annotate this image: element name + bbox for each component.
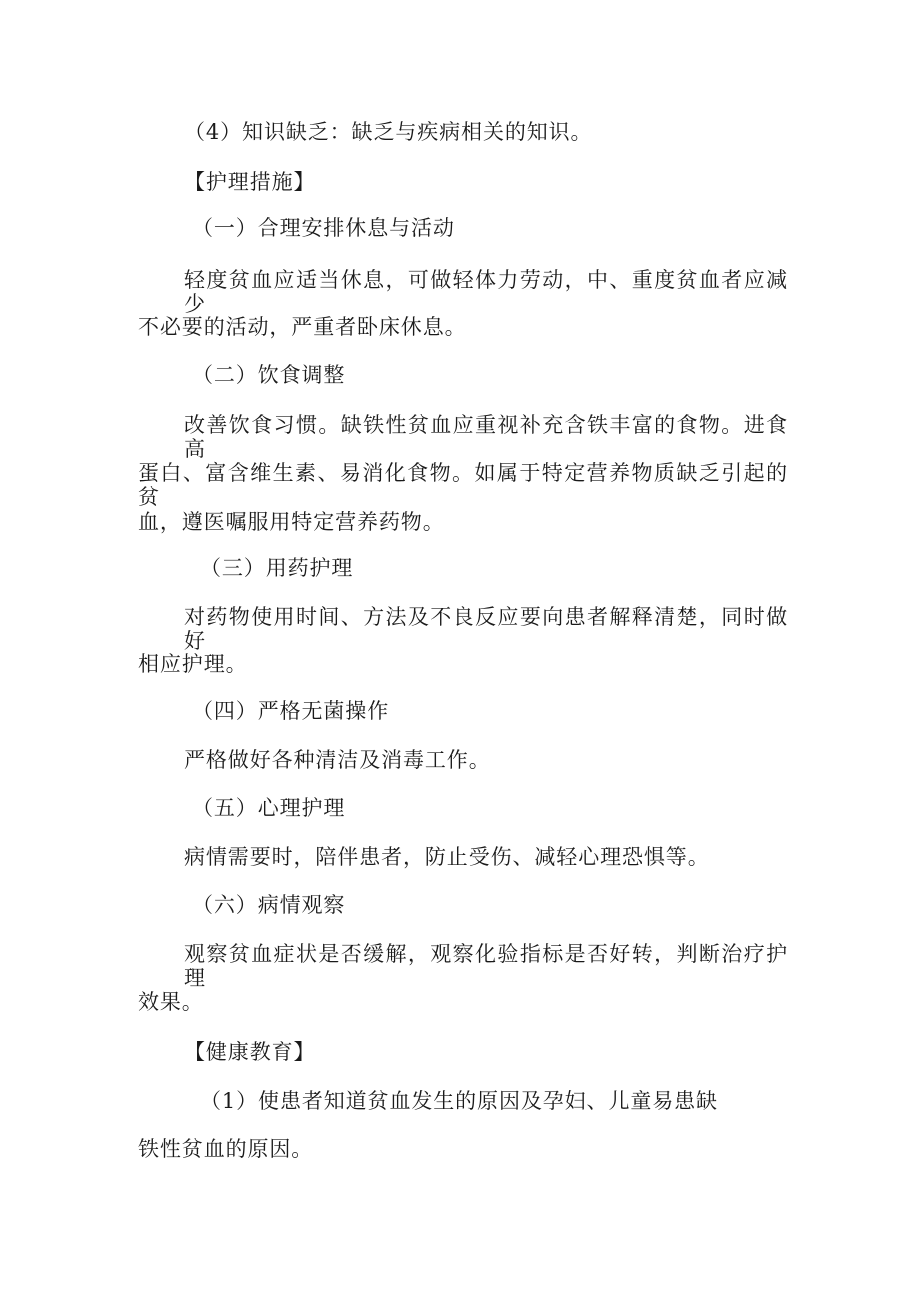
observation-line-1: 观察贫血症状是否缓解，观察化验指标是否好转，判断治疗护理 (184, 942, 788, 990)
rest-activity-line-2: 不必要的活动，严重者卧床休息。 (138, 315, 467, 339)
nursing-measures-heading: 【护理措施】 (184, 170, 316, 194)
health-education-heading: 【健康教育】 (184, 1040, 316, 1064)
rest-activity-line-1: 轻度贫血应适当休息，可做轻体力劳动，中、重度贫血者应减少 (184, 268, 788, 316)
aseptic-line-1: 严格做好各种清洁及消毒工作。 (184, 748, 491, 772)
diet-line-1: 改善饮食习惯。缺铁性贫血应重视补充含铁丰富的食物。进食高 (184, 413, 788, 461)
aseptic-heading: （四）严格无菌操作 (192, 699, 390, 723)
diet-heading: （二）饮食调整 (192, 363, 346, 387)
medication-line-2: 相应护理。 (138, 652, 248, 676)
rest-activity-heading: （一）合理安排休息与活动 (192, 216, 455, 240)
item-4-knowledge-deficit: （4）知识缺乏：缺乏与疾病相关的知识。 (184, 120, 593, 144)
health-education-item-1-line-2: 铁性贫血的原因。 (138, 1137, 314, 1161)
diet-line-3: 血，遵医嘱服用特定营养药物。 (138, 510, 445, 534)
observation-line-2: 效果。 (138, 990, 204, 1014)
health-education-item-1-line-1: （1）使患者知道贫血发生的原因及孕妇、儿童易患缺 (200, 1089, 718, 1113)
psychological-heading: （五）心理护理 (192, 796, 346, 820)
medication-line-1: 对药物使用时间、方法及不良反应要向患者解释清楚，同时做好 (184, 605, 788, 653)
medication-heading: （三）用药护理 (200, 556, 354, 580)
diet-line-2: 蛋白、富含维生素、易消化食物。如属于特定营养物质缺乏引起的贫 (138, 461, 788, 509)
observation-heading: （六）病情观察 (192, 893, 346, 917)
psychological-line-1: 病情需要时，陪伴患者，防止受伤、减轻心理恐惧等。 (184, 845, 710, 869)
